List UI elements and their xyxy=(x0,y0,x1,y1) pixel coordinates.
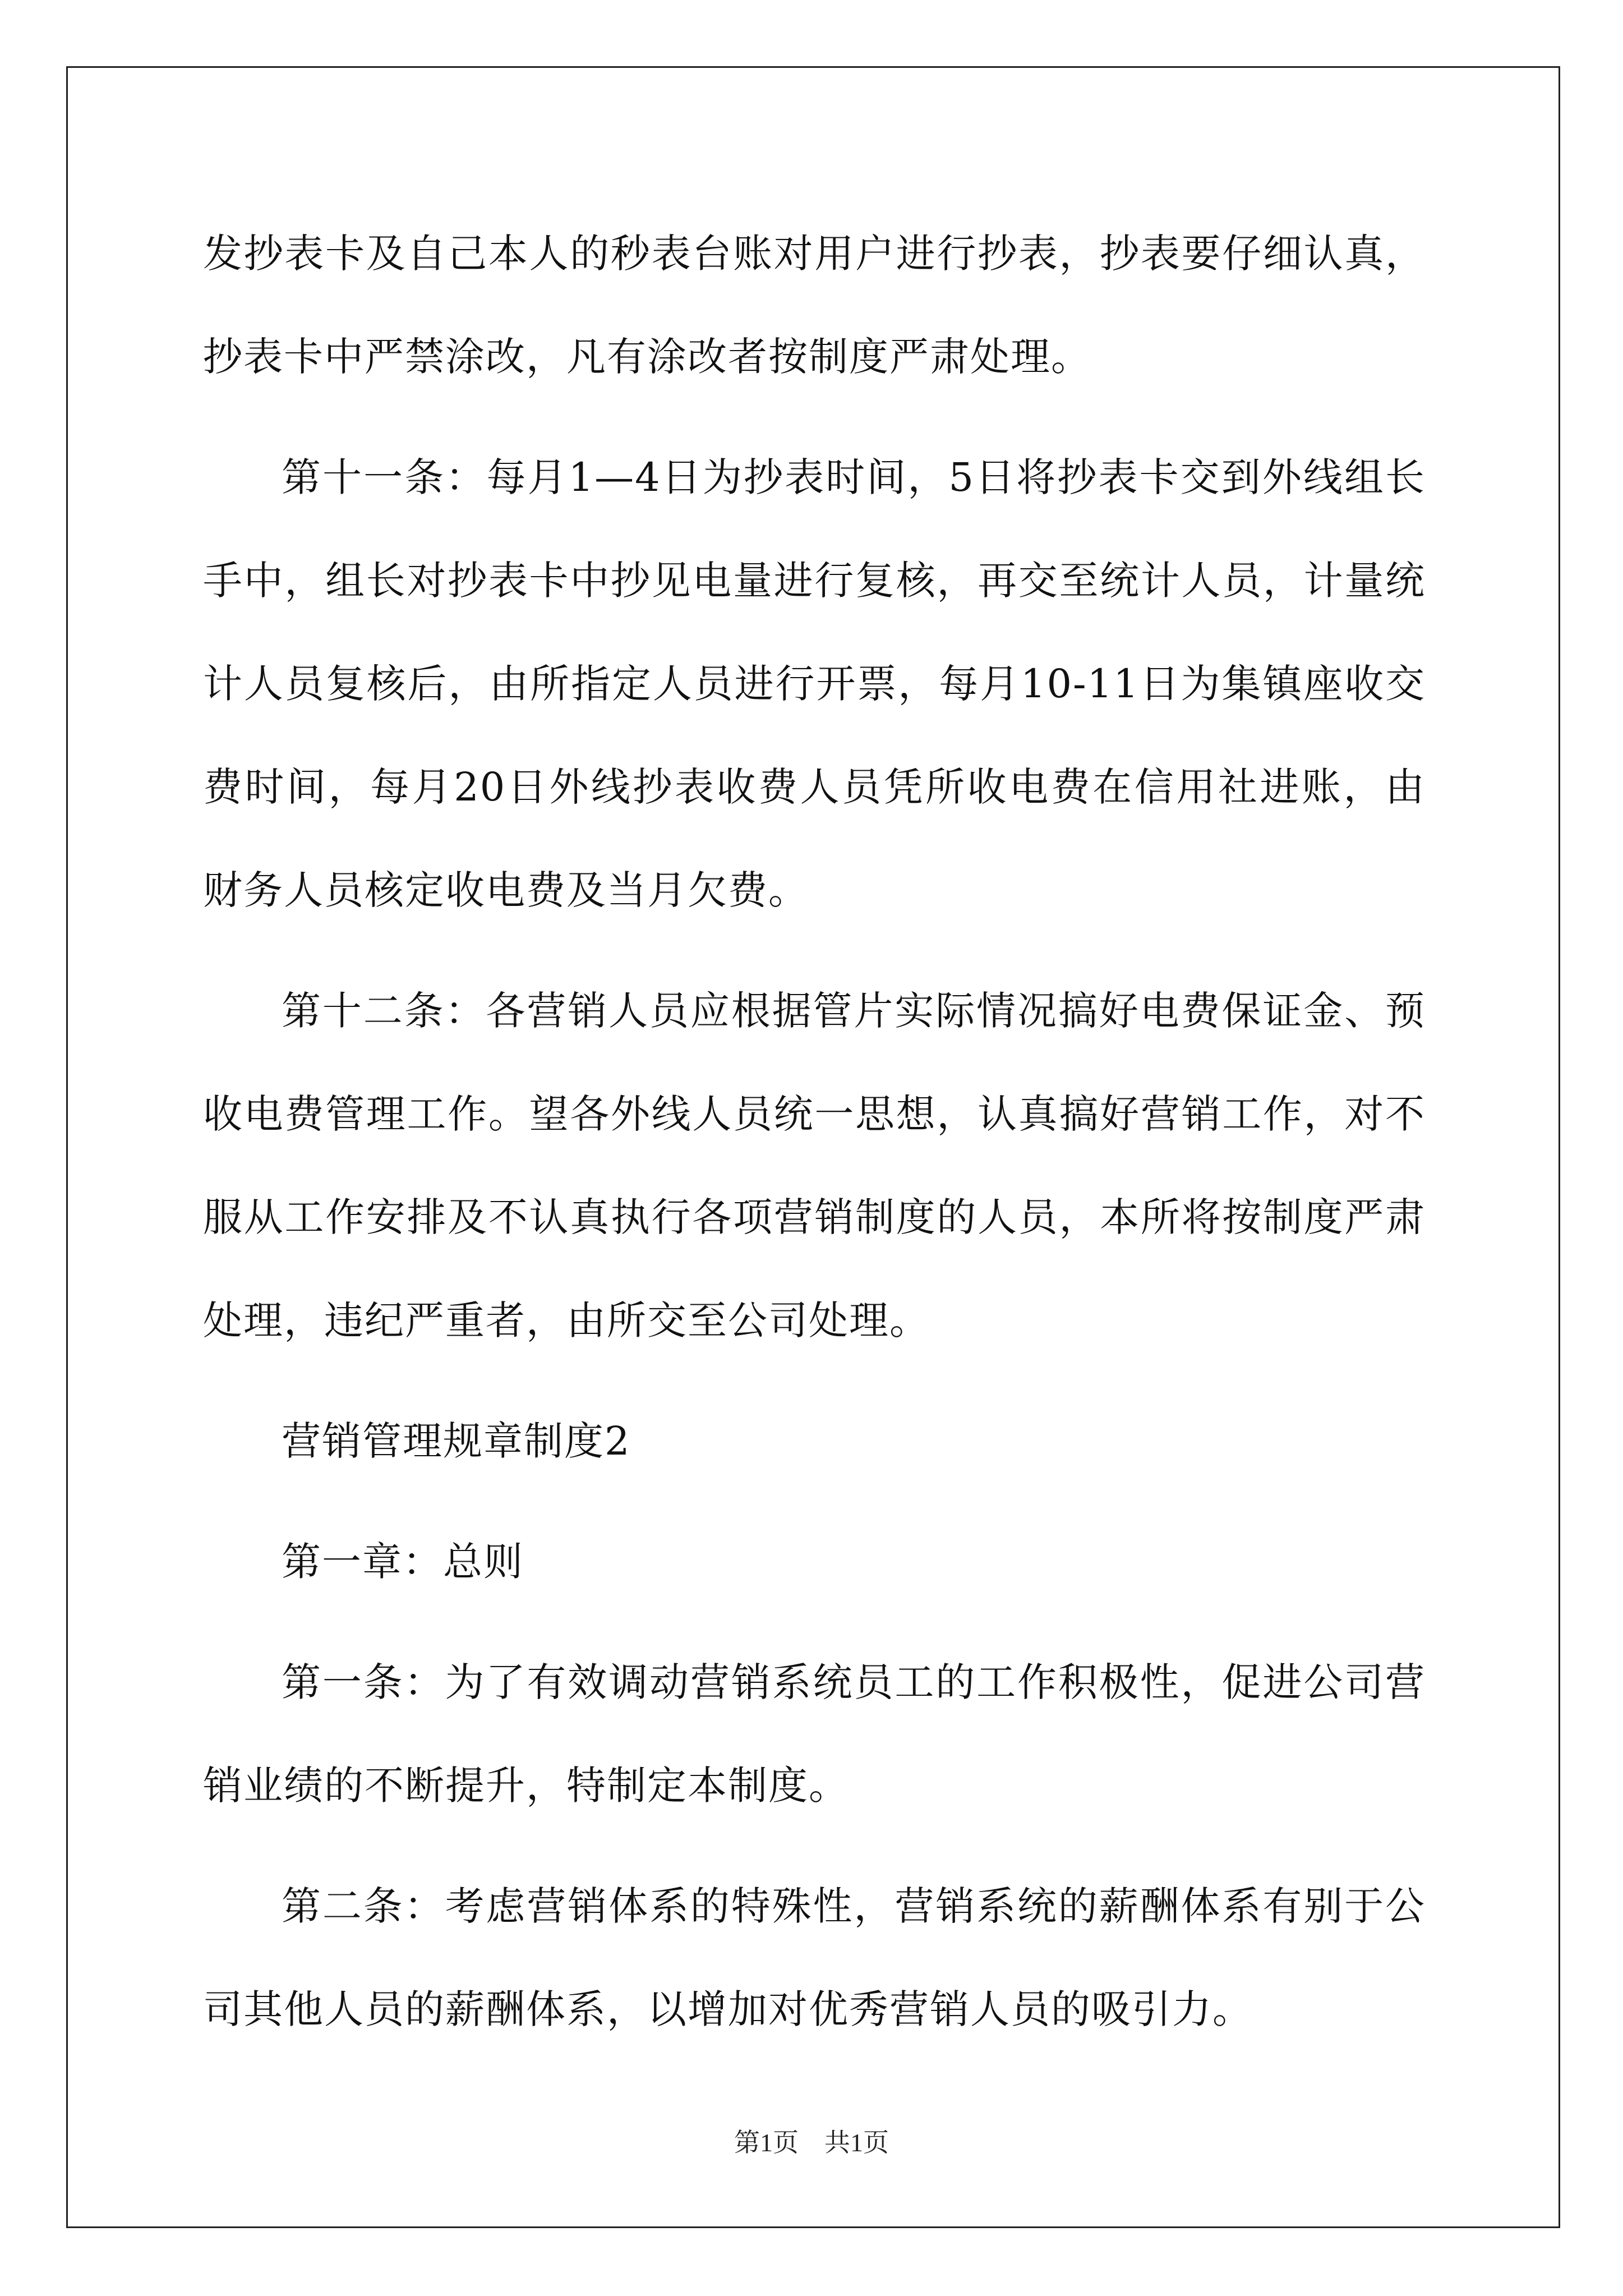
paragraph-article-1: 第一条：为了有效调动营销系统员工的工作积极性，促进公司营销业绩的不断提升，特制定本制度。 xyxy=(203,1659,1426,1809)
paragraph-continuation: 发抄表卡及自己本人的秒表台账对用户进行抄表，抄表要仔细认真，抄表卡中严禁涂改，凡有涂改者按制度严肃处理。 xyxy=(203,231,1426,380)
paragraph-article-2: 第二条：考虑营销体系的特殊性，营销系统的薪酬体系有别于公司其他人员的薪酬体系，以增加对优秀营销人员的吸引力。 xyxy=(203,1883,1426,2032)
document-body xyxy=(203,202,1426,2078)
section-title: 营销管理规章制度2 xyxy=(282,1418,631,1464)
page-number-footer: 第1页 共1页 xyxy=(734,2128,889,2157)
paragraph-article-11: 第十一条：每月1—4日为抄表时间，5日将抄表卡交到外线组长手中，组长对抄表卡中抄见电量进行复核，再交至统计人员，计量统计人员复核后，由所指定人员进行开票，每月10-11日为集镇座收交费时间，每月20日外线抄表收费人员凭所收电费在信用社进账，由财务人员核定收电费及当月欠费。 xyxy=(203,454,1426,913)
chapter-heading: 第一章：总则 xyxy=(282,1539,524,1585)
paragraph-article-12: 第十二条：各营销人员应根据管片实际情况搞好电费保证金、预收电费管理工作。望各外线人员统一思想，认真搞好营销工作，对不服从工作安排及不认真执行各项营销制度的人员，本所将按制度严肃处理，违纪严重者，由所交至公司处理。 xyxy=(203,988,1426,1343)
